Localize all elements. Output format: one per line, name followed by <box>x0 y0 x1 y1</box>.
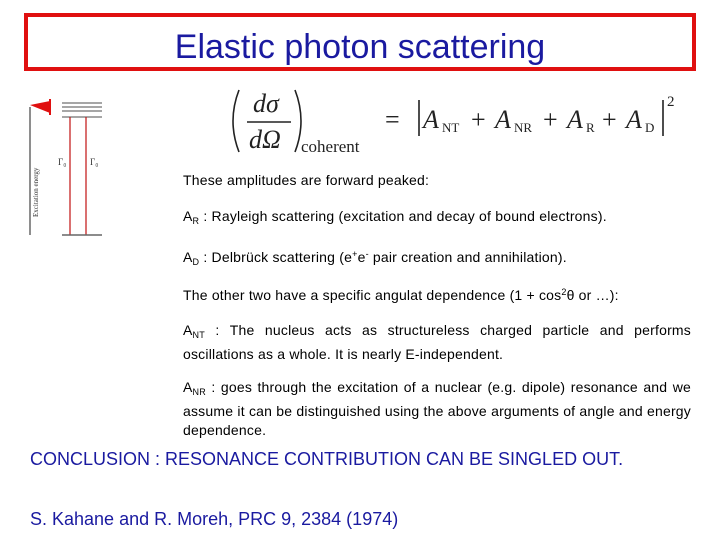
svg-text:+: + <box>471 105 486 134</box>
svg-text:NT: NT <box>442 120 460 135</box>
width-label-left: Γ₀ <box>58 157 67 167</box>
svg-text:NR: NR <box>514 120 533 135</box>
formula-numerator: dσ <box>253 89 279 118</box>
svg-text:A: A <box>423 105 439 134</box>
svg-text:A: A <box>495 105 511 134</box>
svg-text:+: + <box>602 105 617 134</box>
axis-label: Excitation energy <box>32 167 40 217</box>
svg-text:R: R <box>586 120 595 135</box>
formula-denominator: dΩ <box>249 125 281 154</box>
intro-paragraph: These amplitudes are forward peaked: <box>183 172 430 188</box>
width-label-right: Γ₀ <box>90 157 99 167</box>
nt-paragraph: $A_{NT}$ : The nucleus acts as structureless charged particle and performs oscillations as a whole. It is nearly E-independent. <box>183 322 691 362</box>
flag-icon <box>30 99 50 115</box>
formula-exponent: 2 <box>667 94 675 110</box>
conclusion-text: CONCLUSION : RESONANCE CONTRIBUTION CAN BE SINGLED OUT. <box>30 449 624 469</box>
cross-section-formula <box>225 82 705 160</box>
svg-text:D: D <box>645 120 655 135</box>
svg-text:A: A <box>567 105 583 134</box>
formula-equals: = <box>385 105 400 134</box>
level-diagram <box>22 95 122 240</box>
formula-subscript: coherent <box>301 137 360 156</box>
delbruck-paragraph: $A_D$ : Delbrück scattering (e+e- pair creation and annihilation). <box>183 249 567 267</box>
slide-title: Elastic photon scattering <box>174 28 546 66</box>
angular-paragraph: The other two have a specific angulat dependence ($1 + \cos^2\theta$ or …): <box>183 287 619 303</box>
svg-text:A: A <box>626 105 642 134</box>
rayleigh-paragraph: $A_R$ : Rayleigh scattering (excitation and decay of bound electrons). <box>183 208 607 226</box>
title-box <box>24 13 696 71</box>
nr-paragraph: $A_{NR}$ : goes through the excitation of a nuclear (e.g. dipole) resonance and we assume it can be distinguished using the above arguments of angle and energy dependence. <box>183 379 691 438</box>
svg-text:+: + <box>543 105 558 134</box>
reference-text: S. Kahane and R. Moreh, PRC 9, 2384 (1974) <box>30 509 399 529</box>
